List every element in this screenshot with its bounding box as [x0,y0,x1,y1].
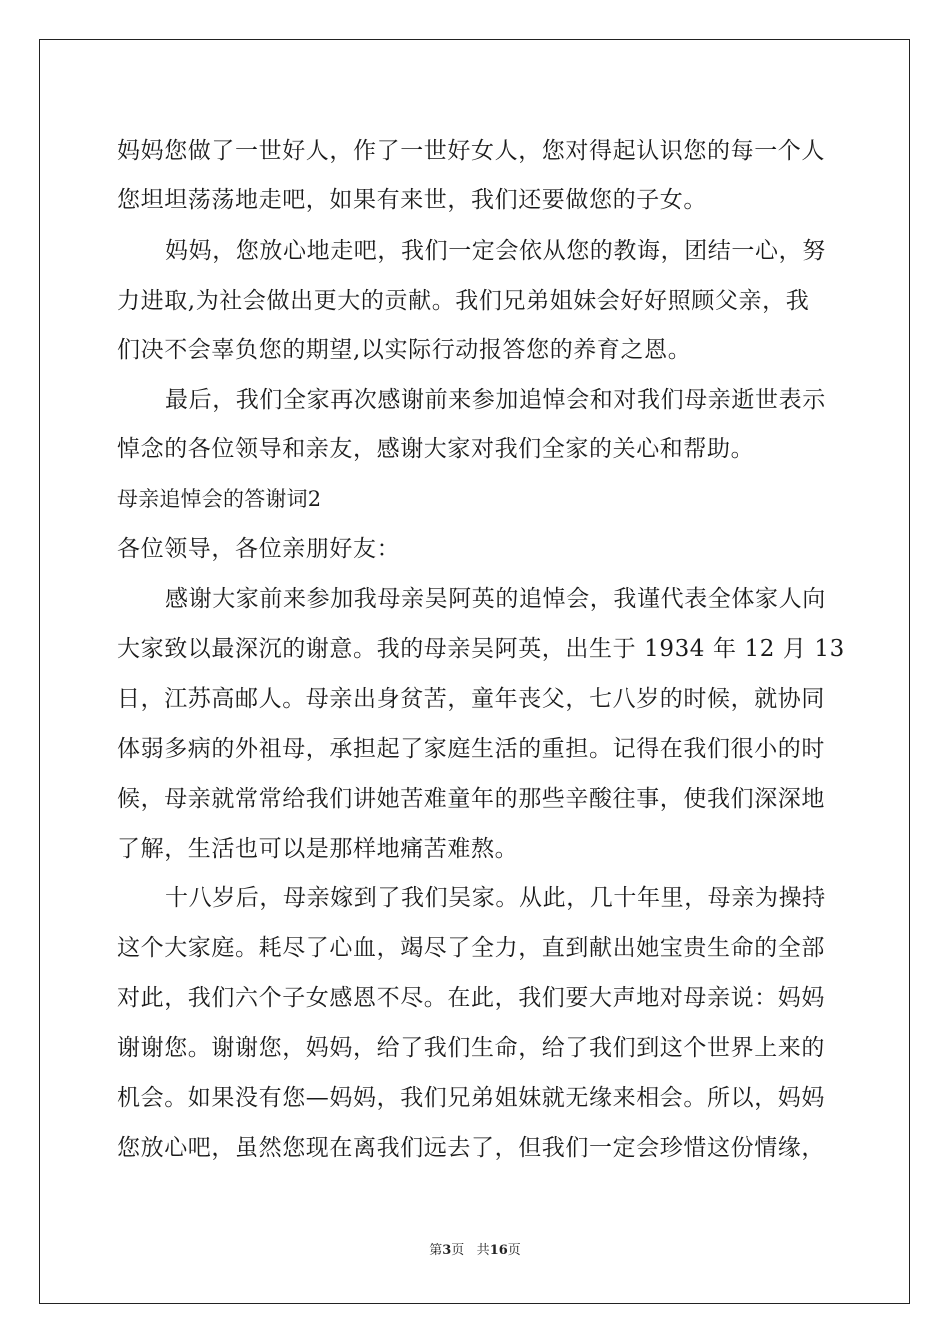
body-line: 日，江苏高邮人。母亲出身贫苦，童年丧父，七八岁的时候，就协同 [117,686,825,712]
body-line: 力进取,为社会做出更大的贡献。我们兄弟姐妹会好好照顾父亲，我 [117,288,810,314]
page-prefix: 第 [429,1243,443,1258]
body-line: 您放心吧，虽然您现在离我们远去了，但我们一定会珍惜这份情缘， [117,1135,825,1161]
total-page-count: 16 [489,1243,508,1258]
body-line: 了解，生活也可以是那样地痛苦难熬。 [117,836,519,862]
page-frame [39,39,910,1304]
page-suffix: 页 [451,1243,465,1258]
body-line: 体弱多病的外祖母，承担起了家庭生活的重担。记得在我们很小的时 [117,736,825,762]
body-line: 悼念的各位领导和亲友，感谢大家对我们全家的关心和帮助。 [117,436,755,462]
section-title: 母亲追悼会的答谢词2 [117,487,322,511]
body-line: 机会。如果没有您—妈妈，我们兄弟姐妹就无缘来相会。所以，妈妈 [117,1085,825,1111]
paragraph-first-line: 最后，我们全家再次感谢前来参加追悼会和对我们母亲逝世表示 [165,387,826,413]
total-suffix: 页 [507,1243,521,1258]
paragraph-first-line: 妈妈，您放心地走吧，我们一定会依从您的教诲，团结一心，努 [165,238,826,264]
current-page-number: 3 [442,1243,452,1258]
page-footer [0,1243,950,1259]
salutation: 各位领导，各位亲朋好友： [117,536,401,562]
body-line: 妈妈您做了一世好人，作了一世好女人，您对得起认识您的每一个人 [117,138,825,164]
body-line: 您坦坦荡荡地走吧，如果有来世，我们还要做您的子女。 [117,187,707,213]
body-line: 们决不会辜负您的期望,以实际行动报答您的养育之恩。 [117,337,692,363]
total-prefix: 共 [476,1243,490,1258]
body-line: 对此，我们六个子女感恩不尽。在此，我们要大声地对母亲说：妈妈 [117,985,825,1011]
paragraph-first-line: 感谢大家前来参加我母亲吴阿英的追悼会，我谨代表全体家人向 [165,586,826,612]
body-line: 大家致以最深沉的谢意。我的母亲吴阿英，出生于 1934 年 12 月 13 [117,636,845,662]
paragraph-first-line: 十八岁后，母亲嫁到了我们吴家。从此，几十年里，母亲为操持 [165,885,826,911]
body-line: 这个大家庭。耗尽了心血，竭尽了全力，直到献出她宝贵生命的全部 [117,935,825,961]
body-line: 谢谢您。谢谢您，妈妈，给了我们生命，给了我们到这个世界上来的 [117,1035,825,1061]
body-line: 候，母亲就常常给我们讲她苦难童年的那些辛酸往事，使我们深深地 [117,786,825,812]
